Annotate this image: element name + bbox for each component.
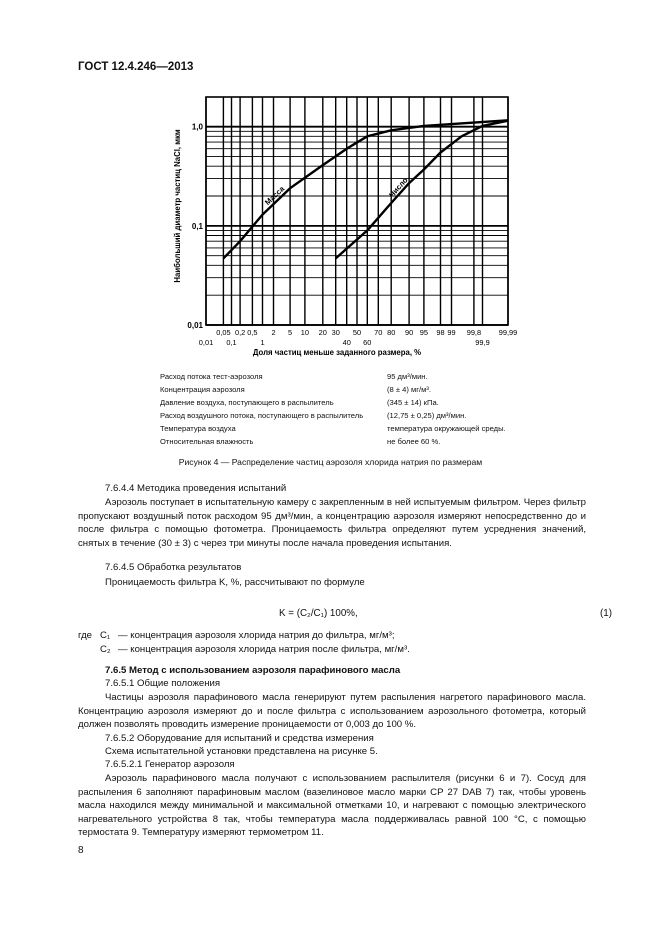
x-tick-label: 0,2	[234, 328, 246, 337]
x-tick-label: 2	[271, 328, 276, 337]
x-tick-label: 99,9	[475, 338, 490, 347]
y-tick-label: 0,1	[191, 221, 203, 231]
paragraph	[78, 691, 586, 732]
param-label: Температура воздуха	[160, 424, 236, 433]
section-heading: 7.6.5.1 Общие положения	[105, 678, 221, 689]
x-tick-label: 98	[436, 328, 445, 337]
section-heading: 7.6.5.2.1 Генератор аэрозоля	[105, 759, 235, 770]
section-heading: 7.6.5 Метод с использованием аэрозоля парафинового масла	[105, 665, 401, 676]
x-tick-label: 30	[331, 328, 340, 337]
param-value: (8 ± 4) мг/м³.	[387, 385, 431, 394]
x-tick-label: 40	[342, 338, 351, 347]
param-value: 95 дм³/мин.	[387, 372, 428, 381]
formula-number: (1)	[600, 608, 612, 619]
paragraph-text: Частицы аэрозоля парафинового масла генерируют путем распыления нагретого парафинового масла. Концентрацию аэрозоля измеряют до и после фильтра с использованием аэрозольного фотометра, который должен позволять проводить измерение проницаемости от 0,003 до 100 %.	[78, 692, 586, 731]
paragraph-text: Аэрозоль парафинового масла получают с использованием распылителя (рисунки 6 и 7). Сосуд для распыления 6 заполняют парафиновым маслом (вазелиновое масло марки CP 27 DAB 7) так, чтобы уровень масла находился между минимальной и максимальной отметками 10, и нагревают с помощью электрического нагревательного устройства 8 так, чтобы температура масла поддерживалась равной 100 °C, с помощью термостата 9. Температуру измеряют термометром 11.	[78, 773, 586, 839]
paragraph: Схема испытательной установки представлена на рисунке 5.	[105, 746, 378, 757]
where-c2-text: — концентрация аэрозоля хлорида натрия после фильтра, мг/м³.	[118, 644, 410, 655]
x-tick-label: 60	[363, 338, 372, 347]
x-tick-label: 1	[260, 338, 265, 347]
chart-labels	[173, 123, 517, 357]
param-label: Расход потока тест-аэрозоля	[160, 372, 263, 381]
x-tick-label: 10	[300, 328, 310, 337]
param-value: (12,75 ± 0,25) дм³/мин.	[387, 411, 467, 420]
where-c1-text: — концентрация аэрозоля хлорида натрия до фильтра, мг/м³;	[118, 630, 395, 641]
formula: K = (C₂/C₁) 100%,	[279, 608, 358, 619]
x-axis-title: Доля частиц меньше заданного размера, %	[252, 348, 422, 357]
x-tick-label: 0,5	[247, 328, 258, 337]
series-label: Число	[387, 175, 410, 200]
param-label: Расход воздушного потока, поступающего в распылитель	[160, 411, 364, 420]
y-tick-label: 0,01	[187, 321, 203, 330]
paragraph	[78, 496, 586, 550]
x-tick-label: 20	[318, 328, 327, 337]
x-tick-label: 80	[387, 328, 396, 337]
x-tick-label: 70	[374, 328, 383, 337]
paragraph: Проницаемость фильтра K, %, рассчитывают по формуле	[105, 577, 365, 588]
param-label: Давление воздуха, поступающего в распылитель	[160, 398, 334, 407]
page-number: 8	[78, 845, 84, 856]
where-c1-symbol: C₁	[100, 630, 111, 641]
param-value: не более 60 %.	[387, 437, 441, 446]
x-tick-label: 90	[404, 328, 414, 337]
x-tick-label: 0,05	[216, 328, 231, 337]
x-tick-label: 99	[447, 328, 456, 337]
where-lead: где	[78, 630, 93, 641]
x-tick-label: 99,8	[466, 328, 482, 337]
section-heading: 7.6.5.2 Оборудование для испытаний и средства измерения	[105, 733, 374, 744]
where-c2-symbol: C₂	[100, 644, 111, 655]
series-label: Масса	[263, 184, 287, 207]
section-heading: 7.6.4.5 Обработка результатов	[105, 562, 242, 573]
chart-curves	[223, 120, 508, 258]
chart-grid	[206, 97, 508, 325]
y-axis-title: Наибольший диаметр частиц NaCl, мкм	[173, 129, 182, 283]
x-tick-label: 5	[288, 328, 293, 337]
x-tick-label: 0,1	[226, 338, 237, 347]
figure-caption: Рисунок 4 — Распределение частиц аэрозоля хлорида натрия по размерам	[178, 457, 483, 467]
x-tick-label: 99,99	[498, 328, 518, 337]
y-tick-label: 1,0	[191, 122, 203, 132]
section-heading: 7.6.4.4 Методика проведения испытаний	[105, 483, 287, 494]
page-header: ГОСТ 12.4.246—2013	[78, 61, 194, 73]
mass-curve	[223, 120, 508, 258]
param-value: (345 ± 14) кПа.	[387, 398, 439, 407]
x-tick-label: 50	[352, 328, 362, 337]
paragraph-text: Аэрозоль поступает в испытательную камеру с закрепленным в ней испытуемым фильтром. Через фильтр пропускают воздушный поток расходом 95 дм³/мин, а концентрацию аэрозоля измеряют непосредственно до и после фильтра с помощью фотометра. Проницаемость фильтра определяют путем усреднения значений, снятых в течение (30 ± 3) с через три минуты после начала проведения испытания.	[78, 497, 586, 549]
param-value: температура окружающей среды.	[387, 424, 506, 433]
x-tick-label: 0,01	[198, 338, 214, 347]
paragraph	[78, 772, 586, 840]
param-label: Относительная влажность	[160, 437, 254, 446]
param-label: Концентрация аэрозоля	[160, 385, 245, 394]
x-tick-label: 95	[419, 328, 429, 337]
particle-size-chart	[0, 0, 661, 370]
